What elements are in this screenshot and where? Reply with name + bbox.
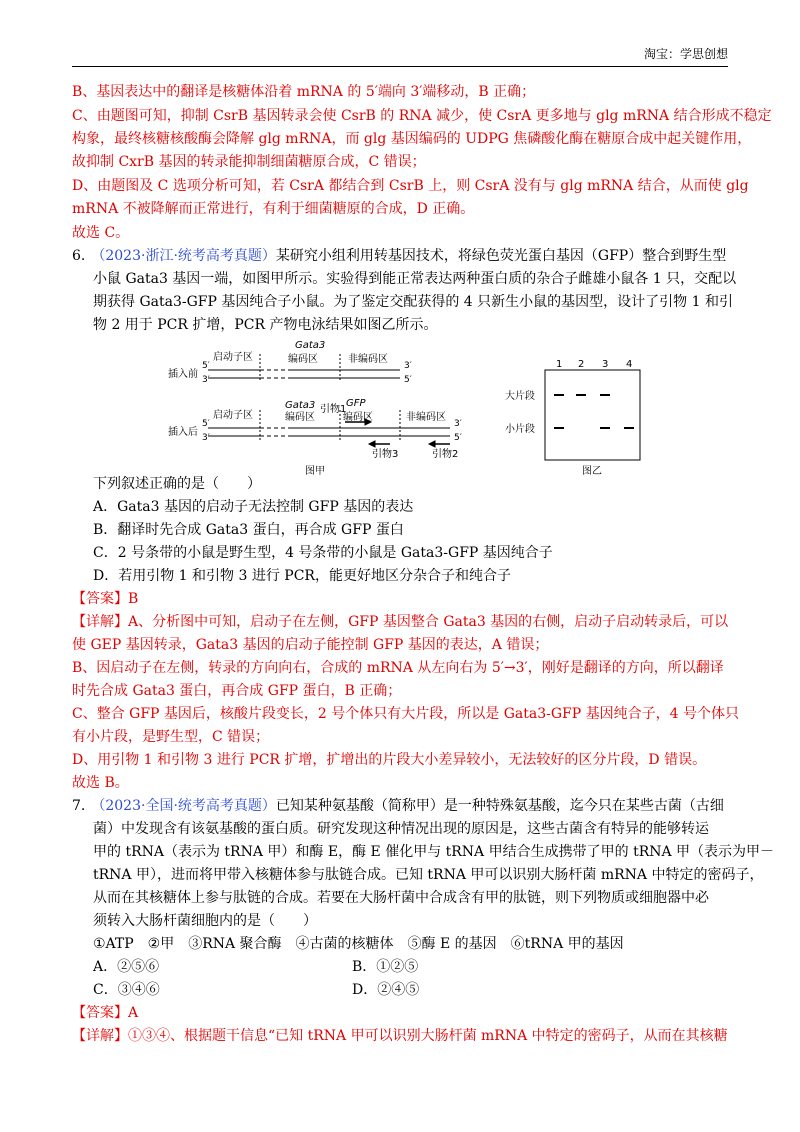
figure-svg <box>150 340 670 480</box>
text-line: 时先合成 Gata3 蛋白，再合成 GFP 蛋白，B 正确； <box>72 683 402 699</box>
text-line: C．2 号条带的小鼠是野生型，4 号条带的小鼠是 Gata3-GFP 基因纯合子 <box>93 545 553 561</box>
label-small-fragment: 小片段 <box>505 424 535 435</box>
svg-text:5′: 5′ <box>202 361 210 371</box>
text-line: 从而在其核糖体上参与肽链的合成。若要在大肠杆菌中合成含有甲的肽链，则下列物质或细胞器中必 <box>93 890 709 906</box>
label-noncoding-2: 非编码区 <box>406 412 446 423</box>
label-promoter-2: 启动子区 <box>213 410 253 421</box>
text-line: C、由题图可知，抑制 CsrB 基因转录会使 CsrB 的 RNA 减少，使 CsrA 更多地与 glg mRNA 结合形成不稳定 <box>72 108 772 124</box>
text-line: 小鼠 Gata3 基因一端，如图甲所示。实验得到能正常表达两种蛋白质的杂合子雌雄小鼠各 1 只，交配以 <box>93 271 737 287</box>
text-line: 【答案】A <box>72 1005 139 1021</box>
svg-text:3′: 3′ <box>454 419 462 429</box>
text-line: B、因启动子在左侧，转录的方向向右，合成的 mRNA 从左向右为 5′→3′，刚好是翻译的方向，所以翻译 <box>72 660 724 676</box>
lane-4: 4 <box>626 359 633 370</box>
header-rule <box>72 66 728 67</box>
label-after: 插入后 <box>168 427 198 438</box>
svg-text:3′: 3′ <box>202 433 210 443</box>
text-line: tRNA 甲），进而将甲带入核糖体参与肽链合成。已知 tRNA 甲可以识别大肠杆菌 mRNA 中特定的密码子， <box>93 867 764 883</box>
lane-2: 2 <box>578 359 585 370</box>
text-line: 故选 C。 <box>72 225 130 241</box>
text-line: 【答案】B <box>72 591 139 607</box>
figure <box>150 340 670 480</box>
label-gfp-code: 编码区 <box>343 412 373 423</box>
lane-3: 3 <box>602 359 609 370</box>
lane-1: 1 <box>556 359 563 370</box>
svg-text:3′: 3′ <box>202 375 210 385</box>
text-line: 【详解】A、分析图中可知，启动子在左侧，GFP 基因整合 Gata3 基因的右侧，启动子启动转录后，可以 <box>72 614 729 630</box>
text-line: 菌）中发现含有该氨基酸的蛋白质。研究发现这种情况出现的原因是，这些古菌含有特异的能够转运 <box>93 821 709 837</box>
label-gata3-code-1: 编码区 <box>288 354 318 365</box>
text-line: 构象，最终核糖核酸酶会降解 glg mRNA，而 glg 基因编码的 UDPG 焦磷酸化酶在糖原合成中起关键作用， <box>72 131 752 147</box>
text-line: ①ATP ②甲 ③RNA 聚合酶 ④古菌的核糖体 ⑤酶 E 的基因 ⑥tRNA 甲的基因 <box>93 936 624 952</box>
text-line: A．Gata3 基因的启动子无法控制 GFP 基因的表达 <box>93 499 414 515</box>
svg-text:3′: 3′ <box>404 361 412 371</box>
text-line: 须转入大肠杆菌细胞内的是（ ） <box>93 913 317 929</box>
label-gata3-2: Gata3 <box>285 400 316 411</box>
label-promoter-1: 启动子区 <box>213 352 253 363</box>
text-line: 物 2 用于 PCR 扩增，PCR 产物电泳结果如图乙所示。 <box>93 317 438 333</box>
svg-text:5′: 5′ <box>454 433 462 443</box>
page-header: 淘宝：学思创想 <box>643 47 728 61</box>
text-line: D．②④⑤ <box>352 982 420 998</box>
label-gata3-1: Gata3 <box>295 340 326 351</box>
text-line: 期获得 Gata3-GFP 基因纯合子小鼠。为了鉴定交配获得的 4 只新生小鼠的基因型，设计了引物 1 和引 <box>93 294 733 310</box>
text-line: C．③④⑥ <box>93 982 160 998</box>
text-line: A．②⑤⑥ <box>93 959 160 975</box>
label-big-fragment: 大片段 <box>505 391 535 402</box>
label-gata3-code-2: 编码区 <box>285 412 315 423</box>
text-line: 使 GEP 基因转录，Gata3 基因的启动子能控制 GFP 基因的表达，A 错误； <box>72 637 549 653</box>
svg-text:5′: 5′ <box>404 375 412 385</box>
text-line: B．①②⑤ <box>352 959 419 975</box>
text-line: 甲的 tRNA（表示为 tRNA 甲）和酶 E，酶 E 催化甲与 tRNA 甲结合生成携带了甲的 tRNA 甲（表示为甲－ <box>93 844 775 860</box>
text-line: D、由题图及 C 选项分析可知，若 CsrA 都结合到 CsrB 上，则 CsrA 没有与 glg mRNA 结合，从而使 glg <box>72 178 749 194</box>
figure-jia-labels <box>168 340 462 477</box>
text-line: B、基因表达中的翻译是核糖体沿着 mRNA 的 5′端向 3′端移动，B 正确； <box>72 84 536 100</box>
label-gfp: GFP <box>346 398 366 409</box>
label-before: 插入前 <box>168 369 198 380</box>
text-line: D．若用引物 1 和引物 3 进行 PCR，能更好地区分杂合子和纯合子 <box>93 568 511 584</box>
label-noncoding-1: 非编码区 <box>348 354 388 365</box>
text-line: mRNA 不被降解而正常进行，有利于细菌糖原的合成，D 正确。 <box>72 201 475 217</box>
text-line: 6. （2023·浙江·统考高考真题）某研究小组利用转基因技术，将绿色荧光蛋白基因（GFP）整合到野生型 <box>72 248 727 264</box>
text-line: D、用引物 1 和引物 3 进行 PCR 扩增，扩增出的片段大小差异较小，无法较好的区分片段，D 错误。 <box>72 752 707 768</box>
figure-jia <box>208 354 450 447</box>
text-line: 有小片段，是野生型，C 错误； <box>72 729 270 745</box>
caption-yi: 图乙 <box>582 466 602 477</box>
text-line: 故抑制 CxrB 基因的转录能抑制细菌糖原合成，C 错误； <box>72 154 426 170</box>
text-line: 下列叙述正确的是（ ） <box>93 476 261 492</box>
text-line: 7. （2023·全国·统考高考真题）已知某种氨基酸（简称甲）是一种特殊氨基酸，迄今只在某些古菌（古细 <box>72 798 724 814</box>
text-line: C、整合 GFP 基因后，核酸片段变长，2 号个体只有大片段，所以是 Gata3-GFP 基因纯合子，4 号个体只 <box>72 706 740 722</box>
text-line: B．翻译时先合成 Gata3 蛋白，再合成 GFP 蛋白 <box>93 522 404 538</box>
label-primer2: 引物2 <box>432 449 459 460</box>
text-line: 故选 B。 <box>72 775 129 791</box>
svg-text:5′: 5′ <box>202 419 210 429</box>
label-primer3: 引物3 <box>372 449 399 460</box>
label-primer1: 引物1 <box>320 404 347 415</box>
figure-yi <box>505 359 640 477</box>
text-line: 【详解】①③④、根据题干信息“已知 tRNA 甲可以识别大肠杆菌 mRNA 中特定的密码子，从而在其核糖 <box>72 1028 728 1044</box>
caption-jia: 图甲 <box>305 466 325 477</box>
